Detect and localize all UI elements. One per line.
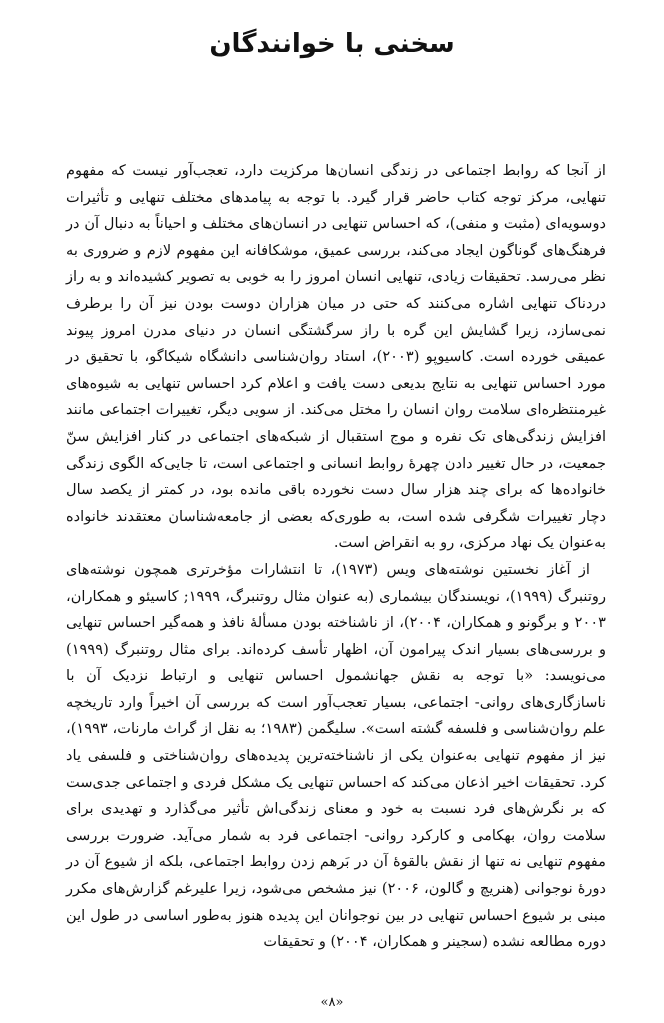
page-number: «۸» xyxy=(320,995,344,1010)
page-title: سخنی با خوانندگان xyxy=(209,29,455,59)
paragraph: از آنجا که روابط اجتماعی در زندگی انسان‌ها مرکزیت دارد، تعجب‌آور نیست که مفهوم تنهایی، مرکز توجه کتاب حاضر قرار گیرد. با توجه به پیامدهای مختلف تنهایی و تأثیرات دوسویه‌ای (مثبت و منفی)، که احساس تنهایی در انسان‌های مختلف و احیاناً به دنبال آن در فرهنگ‌های گوناگون ایجاد می‌کند، بررسی عمیق، موشکافانه این مفهوم لازم و ضروری به نظر می‌رسد. تحقیقات زیادی، تنهایی انسان امروز را به خوبی به تصویر کشیده‌اند و به راز دردناک تنهایی اشاره می‌کنند که حتی در میان هزاران دوست بودن نیز آن را برطرف نمی‌سازد، زیرا گشایش این گره با راز سرگشتگی انسان در دنیای مدرن امروز پیوند عمیقی خورده است. کاسیوپو (۲۰۰۳)، استاد روان‌شناسی دانشگاه شیکاگو، با تحقیق در مورد احساس تنهایی به نتایج بدیعی دست یافت و اعلام کرد احساس تنهایی به شیوه‌های غیرمنتظره‌ای سلامت روان انسان را مختل می‌کند. از سویی دیگر، تغییرات اجتماعی مانند افزایش زندگی‌های تک نفره و موج استقبال از شبکه‌های اجتماعی در کنار افزایش سنّ جمعیت، در حال تغییر دادن چهرهٔ روابط انسانی و اجتماعی است، تا جایی‌که الگوی زندگی خانواده‌ها که برای چند هزار سال دست نخورده باقی مانده بود، در کمتر از یکصد سال دچار تغییرات شگرفی شده است، به طوری‌که بعضی از جامعه‌شناسان معتقدند خانواده به‌عنوان یک نهاد مرکزی، رو به انقراض است. xyxy=(66,162,607,552)
body-text xyxy=(66,158,606,956)
paragraph: از آغاز نخستین نوشته‌های ویس (۱۹۷۳)، تا انتشارات مؤخرتری همچون نوشته‌های روتنبرگ (۱۹۹۹)، نویسندگان بیشماری (به عنوان مثال روتنبرگ، ۱۹۹۹; کاسیئو و همکاران، ۲۰۰۳ و برگونو و همکاران، ۲۰۰۴)، از ناشناخته بودن مسألهٔ نافذ و همه‌گیر احساس تنهایی و بررسی‌های بسیار اندک پیرامون آن، اظهار تأسف کرده‌اند. برای مثال روتنبرگ (۱۹۹۹) می‌نویسد: «با توجه به نقش جهانشمول احساس تنهایی و ارتباط نزدیک آن با ناسازگاری‌های روانی- اجتماعی، بسیار تعجب‌آور است که بررسی آن اخیراً وارد تاریخچه علم روان‌شناسی و فلسفه گشته است». سلیگمن (۱۹۸۳؛ به نقل از گراث مارنات، ۱۹۹۳)، نیز از مفهوم تنهایی به‌عنوان یکی از ناشناخته‌ترین پدیده‌های روان‌شناختی و فلسفی یاد کرد. تحقیقات اخیر اذعان می‌کند که احساس تنهایی یک مشکل فردی و اجتماعی جدی‌ست که بر نگرش‌های فرد نسبت به خود و معنای زندگی‌اش تأثیر می‌گذارد و تهدیدی برای سلامت روان، بهکامی و کارکرد روانی- اجتماعی فرد به شمار می‌آید. ضرورت بررسی مفهوم تنهایی نه تنها از نقش بالقوهٔ آن در بَرهم زدن روابط اجتماعی، بلکه از شیوع آن در دورهٔ نوجوانی (هنریچ و گالون، ۲۰۰۶) نیز مشخص می‌شود، زیرا علیرغم گزارش‌های مکرر مبنی بر شیوع احساس تنهایی در بین نوجوانان این پدیده هنوز به‌طور اساسی در طول این دوره مطالعه نشده (سجینر و همکاران، ۲۰۰۴) و تحقیقات xyxy=(66,560,607,951)
